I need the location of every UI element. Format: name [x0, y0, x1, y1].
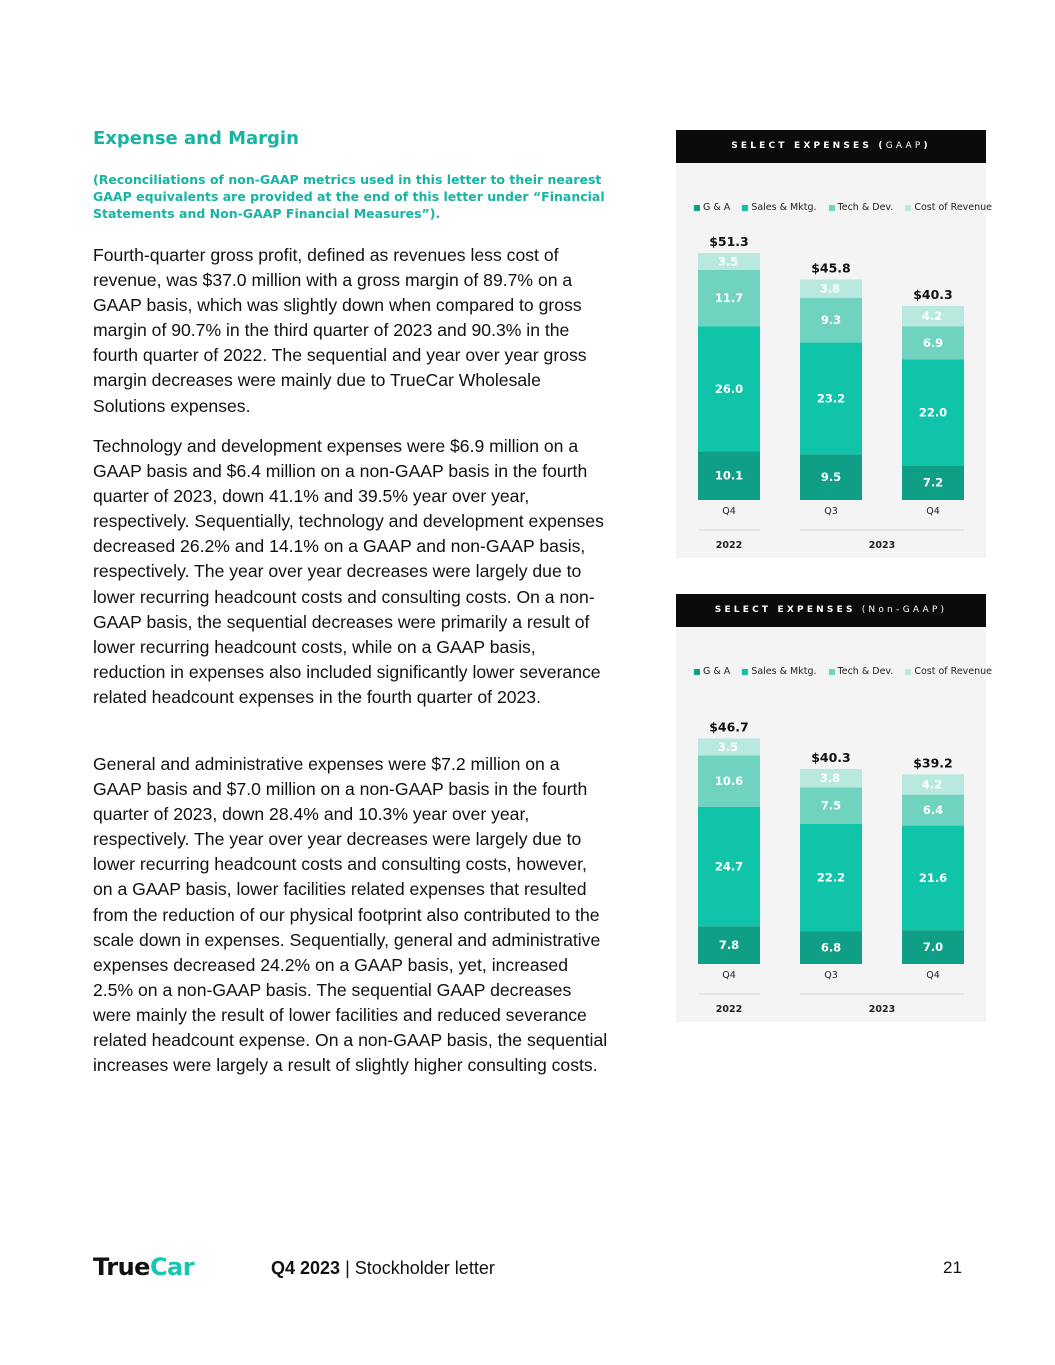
chart-title: SELECT EXPENSES (GAAP)	[676, 130, 986, 163]
segment-value-label: 6.9	[922, 335, 944, 350]
segment-value-label: 3.8	[819, 281, 841, 296]
segment-value-label: 22.2	[816, 870, 846, 885]
segment-value-label: 11.7	[714, 291, 744, 306]
gaap-bars-svg	[676, 130, 986, 558]
truecar-logo: TrueCar	[93, 1253, 195, 1281]
category-tick-label: Q4	[722, 970, 736, 981]
segment-value-label: 9.3	[820, 313, 842, 328]
bar-total-label: $39.2	[913, 755, 953, 771]
year-label: 2023	[868, 540, 896, 551]
chart-title: SELECT EXPENSES (Non-GAAP)	[676, 594, 986, 627]
bar-total-label: $51.3	[709, 234, 749, 249]
legend-item-tech: Tech & Dev.	[829, 666, 894, 677]
segment-value-label: 7.2	[922, 475, 944, 490]
bar-total-label: $40.3	[913, 286, 953, 302]
section-title: Expense and Margin	[93, 128, 299, 149]
category-tick-label: Q4	[926, 506, 940, 517]
legend-item-cost: Cost of Revenue	[905, 666, 992, 677]
category-tick-label: Q3	[824, 506, 838, 517]
legend-item-ga: G & A	[694, 666, 730, 677]
segment-value-label: 4.2	[921, 309, 943, 324]
non-gaap-bars-svg	[676, 594, 986, 1022]
segment-value-label: 22.0	[918, 405, 948, 420]
footer-document-title: Q4 2023 | Stockholder letter	[271, 1258, 495, 1278]
category-tick-label: Q4	[926, 970, 940, 981]
legend-item-sales: Sales & Mktg.	[742, 202, 816, 213]
segment-value-label: 3.5	[717, 254, 739, 269]
segment-value-label: 24.7	[714, 859, 744, 874]
year-label: 2022	[715, 1004, 743, 1015]
segment-value-label: 21.6	[918, 870, 948, 885]
bar-total-label: $46.7	[709, 719, 749, 735]
non-gaap-expenses-chart	[676, 594, 993, 1022]
segment-value-label: 4.2	[921, 777, 943, 792]
gross-profit-paragraph: Fourth-quarter gross profit, defined as revenues less cost of revenue, was $37.0 million with a gross margin of 89.7% on a GAAP basis, which was slightly down when compared to gross margin of 90.7% in the third quarter of 2023 and 90.3% in the fourth quarter of 2022. The sequential and year over year gross margin decreases were mainly due to TrueCar Wholesale Solutions expenses.	[93, 245, 587, 416]
ga-paragraph: General and administrative expenses were $7.2 million on a GAAP basis and $7.0 million on a non-GAAP basis in the fourth quarter of 2023, down 28.4% and 10.3% year over year, respectively. The year over year decreases were largely due to lower recurring headcount costs and consulting costs, however, on a GAAP basis, lower facilities related expenses that resulted from the reduction of our physical footprint also contributed to the scale down in expenses. Sequentially, general and administrative expenses decreased 24.2% on a GAAP basis, yet, increased 2.5% on a non-GAAP basis. The sequential GAAP decreases were mainly the result of lower facilities and reduced severance related headcount expense. On a non-GAAP basis, the sequential increases were largely a result of slightly higher consulting costs.	[93, 754, 608, 1076]
segment-value-label: 9.5	[820, 470, 842, 485]
segment-value-label: 7.8	[718, 938, 740, 953]
legend-item-cost: Cost of Revenue	[905, 202, 992, 213]
segment-value-label: 6.8	[820, 940, 842, 955]
segment-value-label: 3.8	[819, 771, 841, 786]
segment-value-label: 10.1	[714, 468, 744, 483]
reconciliation-note: (Reconciliations of non-GAAP metrics used in this letter to their nearest GAAP equivalents are provided at the end of this letter under “Financial Statements and Non-GAAP Financial Measures”).	[93, 172, 605, 221]
segment-value-label: 7.0	[922, 940, 944, 955]
segment-value-label: 6.4	[922, 803, 944, 818]
segment-value-label: 23.2	[816, 391, 846, 406]
gaap-expenses-chart	[676, 130, 993, 558]
page-number: 21	[943, 1258, 962, 1277]
category-tick-label: Q3	[824, 970, 838, 981]
bar-total-label: $40.3	[811, 749, 851, 765]
legend-item-sales: Sales & Mktg.	[742, 666, 816, 677]
legend-item-tech: Tech & Dev.	[829, 202, 894, 213]
year-label: 2023	[868, 1004, 896, 1015]
legend-item-ga: G & A	[694, 202, 730, 213]
category-tick-label: Q4	[722, 506, 736, 517]
segment-value-label: 3.5	[717, 739, 739, 754]
year-label: 2022	[715, 540, 743, 551]
tech-dev-paragraph: Technology and development expenses were $6.9 million on a GAAP basis and $6.4 million on a non-GAAP basis in the fourth quarter of 2023, down 41.1% and 39.5% year over year, respectively. Sequentially, technology and development expenses decreased 26.2% and 14.1% on a GAAP and non-GAAP basis, respectively. The year over year decreases were largely due to lower recurring headcount costs and consulting costs. On a non-GAAP basis, the sequential decreases were primarily a result of lower recurring headcount costs, while on a GAAP basis, reduction in expenses also included significantly lower severance related headcount expenses in the fourth quarter of 2023.	[93, 436, 604, 707]
segment-value-label: 7.5	[820, 798, 842, 813]
segment-value-label: 26.0	[714, 381, 744, 396]
segment-value-label: 10.6	[714, 774, 744, 789]
bar-total-label: $45.8	[811, 260, 851, 276]
